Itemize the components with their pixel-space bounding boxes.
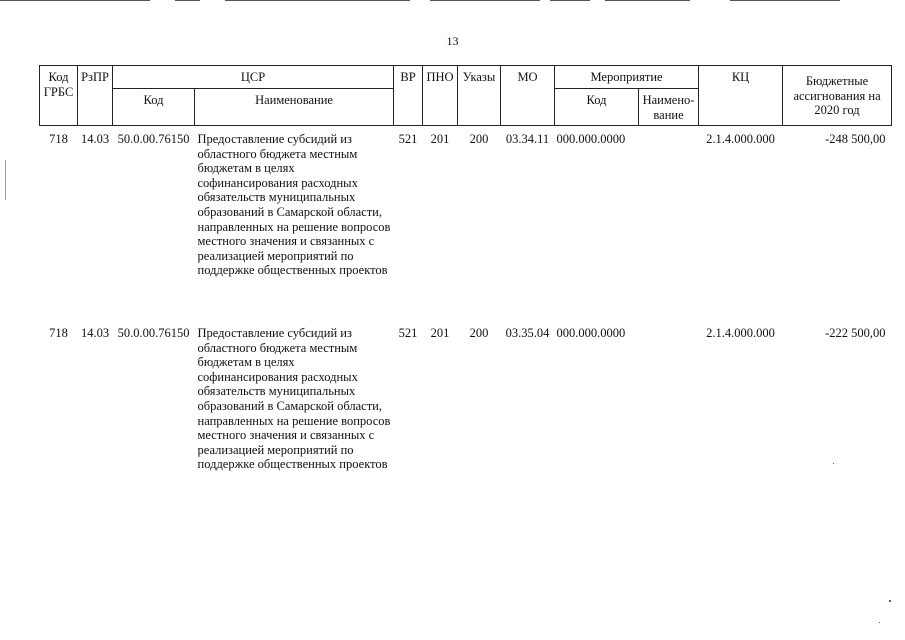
header-event-name: Наимено-вание bbox=[639, 89, 699, 126]
cell-csr-name: Предоставление субсидий из областного бюджета местным бюджетам в целях софинансирования расходных обязательств муниципальных образований в Самарской области, направленных на решение вопросов местного значения и связанных с реализацией мероприятий по поддержке общественных проектов bbox=[197, 326, 391, 472]
cell-rzpr: 14.03 bbox=[80, 132, 110, 146]
cell-budget: -222 500,00 bbox=[825, 326, 886, 340]
page-number: 13 bbox=[446, 34, 459, 48]
scan-edge-line bbox=[225, 0, 410, 1]
scan-edge-line bbox=[550, 0, 590, 1]
scan-artifact bbox=[889, 600, 891, 602]
header-grbs: Код ГРБС bbox=[40, 66, 78, 126]
scan-artifact bbox=[879, 622, 880, 623]
header-budget: Бюджетные ассигнования на 2020 год bbox=[783, 66, 892, 126]
header-ukazy: Указы bbox=[458, 66, 501, 126]
cell-vr: 521 bbox=[398, 326, 418, 340]
scan-edge-line bbox=[430, 0, 540, 1]
scan-artifact bbox=[5, 160, 6, 200]
cell-kc: 2.1.4.000.000 bbox=[706, 132, 775, 146]
scan-artifact bbox=[833, 463, 834, 464]
cell-event-name bbox=[639, 126, 699, 319]
table-row bbox=[40, 318, 892, 512]
cell-grbs: 718 bbox=[49, 132, 68, 146]
cell-pno: 201 bbox=[430, 132, 450, 146]
budget-table bbox=[39, 65, 892, 512]
header-rzpr: РзПР bbox=[78, 66, 113, 126]
cell-ukazy: 200 bbox=[469, 326, 489, 340]
header-csr-name: Наименование bbox=[195, 89, 394, 126]
header-pno: ПНО bbox=[423, 66, 458, 126]
header-event: Мероприятие bbox=[555, 66, 699, 89]
header-csr: ЦСР bbox=[113, 66, 394, 89]
cell-grbs: 718 bbox=[49, 326, 68, 340]
header-mo: МО bbox=[501, 66, 555, 126]
header-csr-code: Код bbox=[113, 89, 195, 126]
cell-kc: 2.1.4.000.000 bbox=[706, 326, 775, 340]
cell-mo: 03.35.04 bbox=[505, 326, 550, 340]
cell-pno: 201 bbox=[430, 326, 450, 340]
cell-vr: 521 bbox=[398, 132, 418, 146]
header-vr: ВР bbox=[394, 66, 423, 126]
header-kc: КЦ bbox=[699, 66, 783, 126]
cell-mo: 03.34.11 bbox=[505, 132, 550, 146]
cell-event-name bbox=[639, 318, 699, 512]
cell-ukazy: 200 bbox=[469, 132, 489, 146]
scan-edge-line bbox=[730, 0, 840, 1]
cell-csr-name: Предоставление субсидий из областного бюджета местным бюджетам в целях софинансирования расходных обязательств муниципальных образований в Самарской области, направленных на решение вопросов местного значения и связанных с реализацией мероприятий по поддержке общественных проектов bbox=[197, 132, 391, 278]
cell-rzpr: 14.03 bbox=[80, 326, 110, 340]
cell-event-code: 000.000.0000 bbox=[556, 326, 626, 340]
scan-edge-line bbox=[175, 0, 200, 1]
scan-edge-line bbox=[0, 0, 150, 1]
table-row bbox=[40, 126, 892, 319]
header-event-code: Код bbox=[555, 89, 639, 126]
scan-edge-line bbox=[605, 0, 690, 1]
cell-event-code: 000.000.0000 bbox=[556, 132, 626, 146]
cell-csr-code: 50.0.00.76150 bbox=[117, 326, 190, 340]
cell-budget: -248 500,00 bbox=[825, 132, 886, 146]
cell-csr-code: 50.0.00.76150 bbox=[117, 132, 190, 146]
